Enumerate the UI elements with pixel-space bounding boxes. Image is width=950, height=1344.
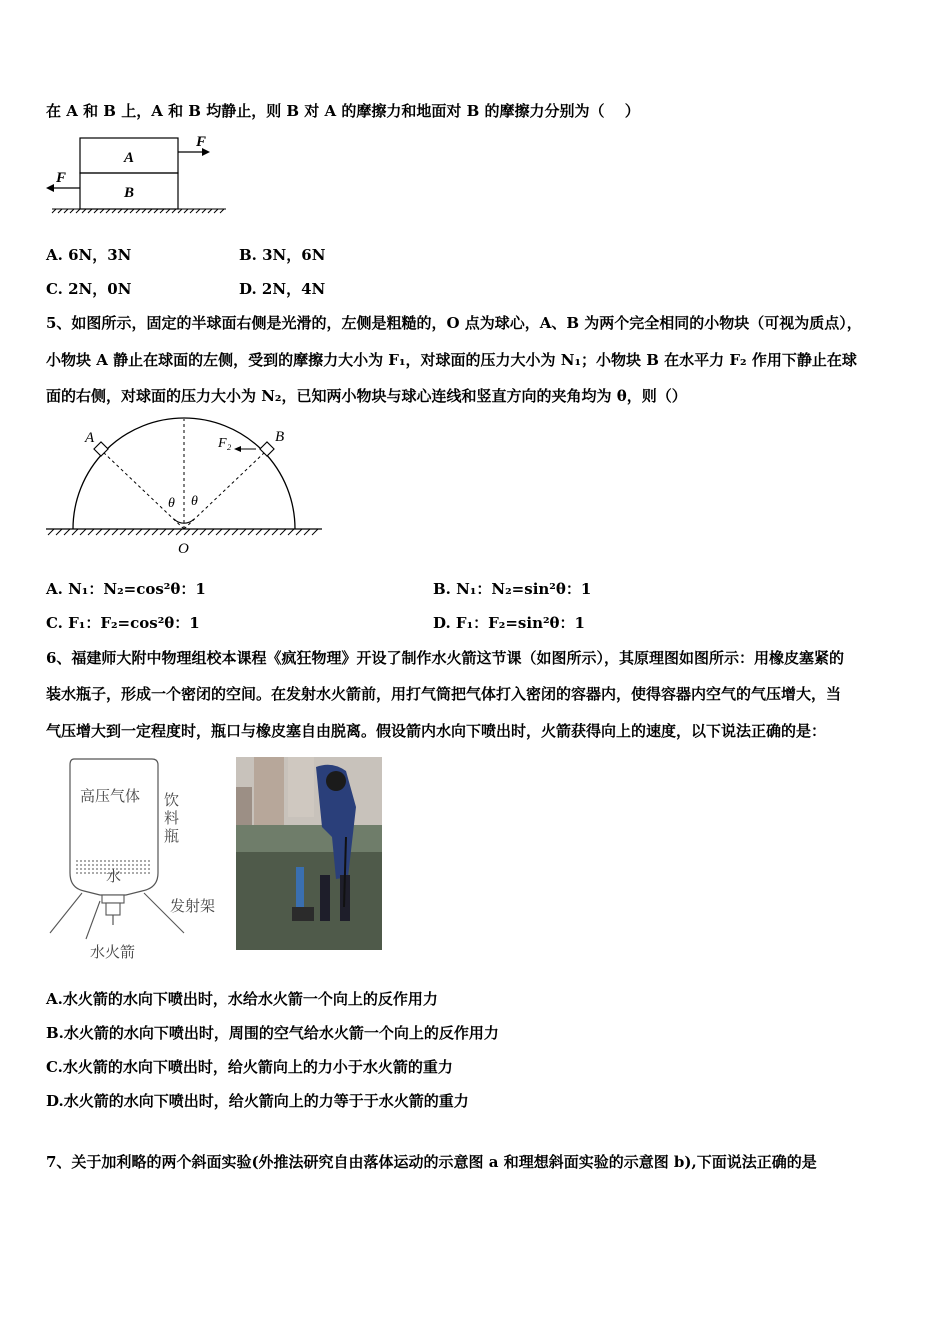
q5-line-2: 小物块 A 静止在球面的左侧，受到的摩擦力大小为 F₁，对球面的压力大小为 N₁；小物块 B 在水平力 F₂ 作用下静止在球	[46, 351, 857, 369]
label-bottle-1: 饮	[164, 791, 180, 809]
q6-option-c: C.水火箭的水向下喷出时，给火箭向上的力小于水火箭的重力	[46, 1058, 453, 1076]
label-b: B	[275, 429, 285, 445]
block-b-label: B	[124, 185, 135, 201]
q4-option-d: D. 2N，4N	[239, 280, 326, 298]
q5-option-a: A. N₁：N₂=cos²θ：1	[46, 580, 206, 598]
q5-option-c: C. F₁：F₂=cos²θ：1	[46, 614, 200, 632]
water-rocket-diagram	[46, 753, 231, 968]
label-water: 水	[106, 867, 122, 885]
q6-option-a: A.水火箭的水向下喷出时，水给水火箭一个向上的反作用力	[46, 990, 438, 1008]
q4-blocks-figure	[40, 130, 230, 220]
q6-option-d: D.水火箭的水向下喷出时，给火箭向上的力等于于水火箭的重力	[46, 1092, 469, 1110]
rocket-photo	[236, 757, 382, 950]
q4-option-c: C. 2N，0N	[46, 280, 132, 298]
label-theta-right: θ	[191, 494, 198, 509]
q6-option-b: B.水火箭的水向下喷出时，周围的空气给水火箭一个向上的反作用力	[46, 1024, 499, 1042]
label-gas: 高压气体	[80, 787, 141, 805]
force-left-label: F	[56, 170, 67, 186]
q5-option-b: B. N₁：N₂=sin²θ：1	[433, 580, 592, 598]
q5-option-d: D. F₁：F₂=sin²θ：1	[433, 614, 585, 632]
q6-line-3: 气压增大到一定程度时，瓶口与橡皮塞自由脱离。假设箭内水向下喷出时，火箭获得向上的速度，以下说法正确的是：	[46, 722, 827, 740]
q7-line-1: 7、关于加利略的两个斜面实验(外推法研究自由落体运动的示意图 a 和理想斜面实验的示意图 b),下面说法正确的是	[46, 1153, 817, 1171]
label-rocket: 水火箭	[90, 943, 136, 961]
q4-option-b: B. 3N，6N	[239, 246, 326, 264]
label-a: A	[85, 430, 95, 446]
force-right-label: F	[196, 134, 207, 150]
label-bottle-2: 料	[164, 809, 180, 827]
label-o: O	[178, 541, 189, 557]
q5-line-1: 5、如图所示，固定的半球面右侧是光滑的，左侧是粗糙的，O 点为球心，A、B 为两个完全相同的小物块（可视为质点），	[46, 314, 862, 332]
ground-hatch	[52, 209, 226, 213]
block-a-label: A	[124, 150, 135, 166]
label-theta-left: θ	[168, 496, 175, 511]
q5-line-3: 面的右侧，对球面的压力大小为 N₂，已知两小物块与球心连线和竖直方向的夹角均为 θ，则（）	[46, 387, 687, 405]
block-b-square	[260, 442, 274, 456]
q6-line-1: 6、福建师大附中物理组校本课程《疯狂物理》开设了制作水火箭这节课（如图所示），其原理图如图所示：用橡皮塞紧的	[46, 649, 844, 667]
q4-option-a: A. 6N，3N	[46, 246, 132, 264]
label-stand: 发射架	[170, 897, 216, 915]
label-bottle-3: 瓶	[164, 827, 180, 845]
q6-line-2: 装水瓶子，形成一个密闭的空间。在发射水火箭前，用打气筒把气体打入密闭的容器内，使得容器内空气的气压增大，当	[46, 685, 842, 703]
q5-hemisphere-figure	[40, 415, 330, 560]
block-a-square	[94, 442, 108, 456]
q4-stem: 在 A 和 B 上，A 和 B 均静止，则 B 对 A 的摩擦力和地面对 B 的摩擦力分别为（ ）	[46, 102, 640, 120]
label-f2: F₂	[218, 436, 232, 451]
